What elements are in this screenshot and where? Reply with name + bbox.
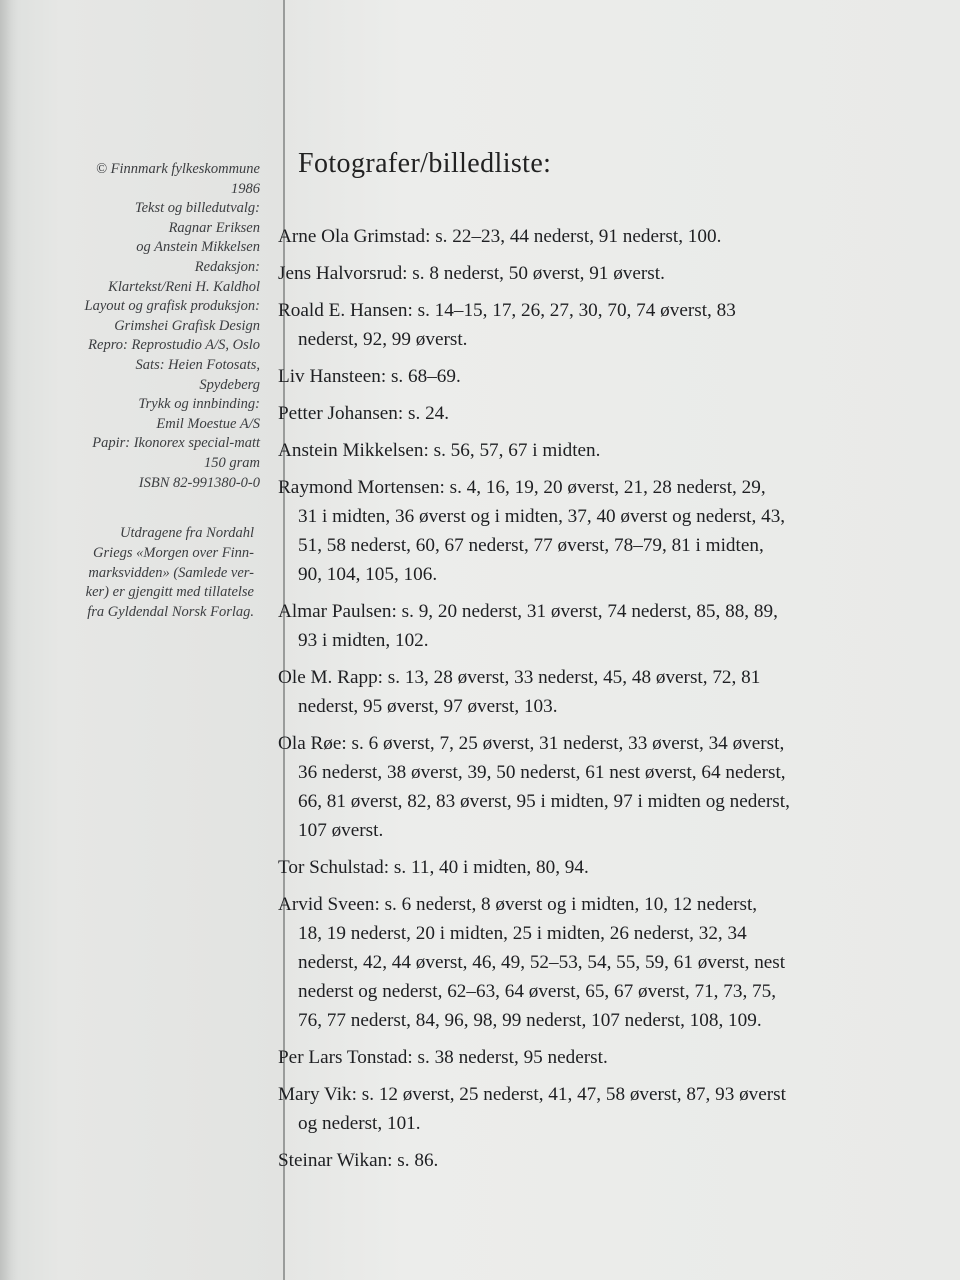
entry-continuation-line: 18, 19 nederst, 20 i midten, 25 i midten, 26 nederst, 32, 34 bbox=[298, 923, 747, 944]
colophon-line: Emil Moestue A/S bbox=[156, 415, 260, 432]
photographer-entry bbox=[278, 1043, 928, 1072]
entry-continuation-line: nederst, 95 øverst, 97 øverst, 103. bbox=[298, 696, 558, 717]
colophon-line: Trykk og innbinding: bbox=[138, 396, 260, 413]
colophon-line: Sats: Heien Fotosats, bbox=[135, 356, 260, 373]
photographer-entry bbox=[278, 222, 928, 251]
entry-first-line: Jens Halvorsrud: s. 8 nederst, 50 øverst, 91 øverst. bbox=[278, 263, 665, 284]
excerpt-line: ker) er gjengitt med tillatelse bbox=[85, 584, 254, 601]
photographer-entry bbox=[278, 1080, 928, 1138]
photographer-entry bbox=[278, 473, 928, 589]
entry-continuation-line: 66, 81 øverst, 82, 83 øverst, 95 i midten, 97 i midten og nederst, bbox=[298, 791, 790, 812]
photographer-entry bbox=[278, 597, 928, 655]
photographer-list bbox=[278, 222, 928, 1183]
colophon-line: Repro: Reprostudio A/S, Oslo bbox=[88, 337, 260, 354]
entry-continuation-line: 90, 104, 105, 106. bbox=[298, 564, 438, 585]
page-title: Fotografer/billedliste: bbox=[298, 148, 552, 179]
colophon-line: 1986 bbox=[231, 180, 260, 197]
colophon-line: ISBN 82-991380-0-0 bbox=[138, 474, 260, 491]
entry-first-line: Raymond Mortensen: s. 4, 16, 19, 20 øverst, 21, 28 nederst, 29, bbox=[278, 477, 766, 498]
entry-continuation-line: nederst og nederst, 62–63, 64 øverst, 65, 67 øverst, 71, 73, 75, bbox=[298, 981, 777, 1002]
photographer-entry bbox=[278, 853, 928, 882]
entry-continuation-line: 107 øverst. bbox=[298, 820, 384, 841]
colophon-line: Redaksjon: bbox=[194, 258, 260, 275]
entry-first-line: Arne Ola Grimstad: s. 22–23, 44 nederst, 91 nederst, 100. bbox=[278, 226, 722, 247]
excerpt-line: marksvidden» (Samlede ver- bbox=[88, 564, 254, 581]
photographer-entry bbox=[278, 729, 928, 845]
colophon-line: Papir: Ikonorex special-matt bbox=[92, 435, 260, 452]
colophon-line: 150 gram bbox=[204, 454, 260, 471]
entry-first-line: Arvid Sveen: s. 6 nederst, 8 øverst og i midten, 10, 12 nederst, bbox=[278, 894, 758, 915]
photographer-entry bbox=[278, 890, 928, 1035]
colophon-line: Spydeberg bbox=[199, 376, 260, 393]
photographer-entry bbox=[278, 296, 928, 354]
colophon-line: Ragnar Eriksen bbox=[168, 219, 260, 236]
entry-continuation-line: 76, 77 nederst, 84, 96, 98, 99 nederst, 107 nederst, 108, 109. bbox=[298, 1010, 762, 1031]
colophon-line: Grimshei Grafisk Design bbox=[114, 317, 260, 334]
colophon-line: Tekst og billedutvalg: bbox=[134, 200, 260, 217]
colophon-line: © Finnmark fylkeskommune bbox=[95, 161, 260, 177]
colophon-line: Klartekst/Reni H. Kaldhol bbox=[108, 278, 260, 295]
entry-continuation-line: 31 i midten, 36 øverst og i midten, 37, 40 øverst og nederst, 43, bbox=[298, 506, 786, 527]
entry-continuation-line: 36 nederst, 38 øverst, 39, 50 nederst, 61 nest øverst, 64 nederst, bbox=[298, 762, 786, 783]
entry-first-line: Anstein Mikkelsen: s. 56, 57, 67 i midten. bbox=[278, 440, 601, 461]
entry-first-line: Petter Johansen: s. 24. bbox=[278, 403, 450, 424]
entry-continuation-line: og nederst, 101. bbox=[298, 1113, 421, 1134]
excerpt-line: Griegs «Morgen over Finn- bbox=[93, 544, 254, 561]
colophon-line: og Anstein Mikkelsen bbox=[136, 239, 260, 256]
entry-first-line: Roald E. Hansen: s. 14–15, 17, 26, 27, 30, 70, 74 øverst, 83 bbox=[278, 300, 736, 321]
entry-continuation-line: 51, 58 nederst, 60, 67 nederst, 77 øverst, 78–79, 81 i midten, bbox=[298, 535, 764, 556]
entry-first-line: Liv Hansteen: s. 68–69. bbox=[278, 366, 461, 387]
excerpt-line: Utdragene fra Nordahl bbox=[120, 525, 254, 541]
entry-first-line: Per Lars Tonstad: s. 38 nederst, 95 nederst. bbox=[278, 1047, 608, 1068]
photographer-entry bbox=[278, 1146, 928, 1175]
photographer-entry bbox=[278, 399, 928, 428]
photographer-entry bbox=[278, 362, 928, 391]
colophon-line: Layout og grafisk produksjon: bbox=[84, 298, 260, 315]
entry-first-line: Steinar Wikan: s. 86. bbox=[278, 1150, 439, 1171]
excerpt-line: fra Gyldendal Norsk Forlag. bbox=[87, 604, 254, 621]
entry-continuation-line: 93 i midten, 102. bbox=[298, 630, 429, 651]
entry-first-line: Ole M. Rapp: s. 13, 28 øverst, 33 nederst, 45, 48 øverst, 72, 81 bbox=[278, 667, 761, 688]
entry-continuation-line: nederst, 92, 99 øverst. bbox=[298, 329, 468, 350]
photographer-entry bbox=[278, 259, 928, 288]
colophon bbox=[10, 160, 260, 493]
photographer-entry bbox=[278, 663, 928, 721]
entry-first-line: Almar Paulsen: s. 9, 20 nederst, 31 øverst, 74 nederst, 85, 88, 89, bbox=[278, 601, 778, 622]
excerpt-permission-note bbox=[4, 524, 254, 623]
photographer-entry bbox=[278, 436, 928, 465]
entry-continuation-line: nederst, 42, 44 øverst, 46, 49, 52–53, 54, 55, 59, 61 øverst, nest bbox=[298, 952, 786, 973]
entry-first-line: Tor Schulstad: s. 11, 40 i midten, 80, 94. bbox=[278, 857, 589, 878]
entry-first-line: Mary Vik: s. 12 øverst, 25 nederst, 41, 47, 58 øverst, 87, 93 øverst bbox=[278, 1084, 786, 1105]
entry-first-line: Ola Røe: s. 6 øverst, 7, 25 øverst, 31 nederst, 33 øverst, 34 øverst, bbox=[278, 733, 785, 754]
